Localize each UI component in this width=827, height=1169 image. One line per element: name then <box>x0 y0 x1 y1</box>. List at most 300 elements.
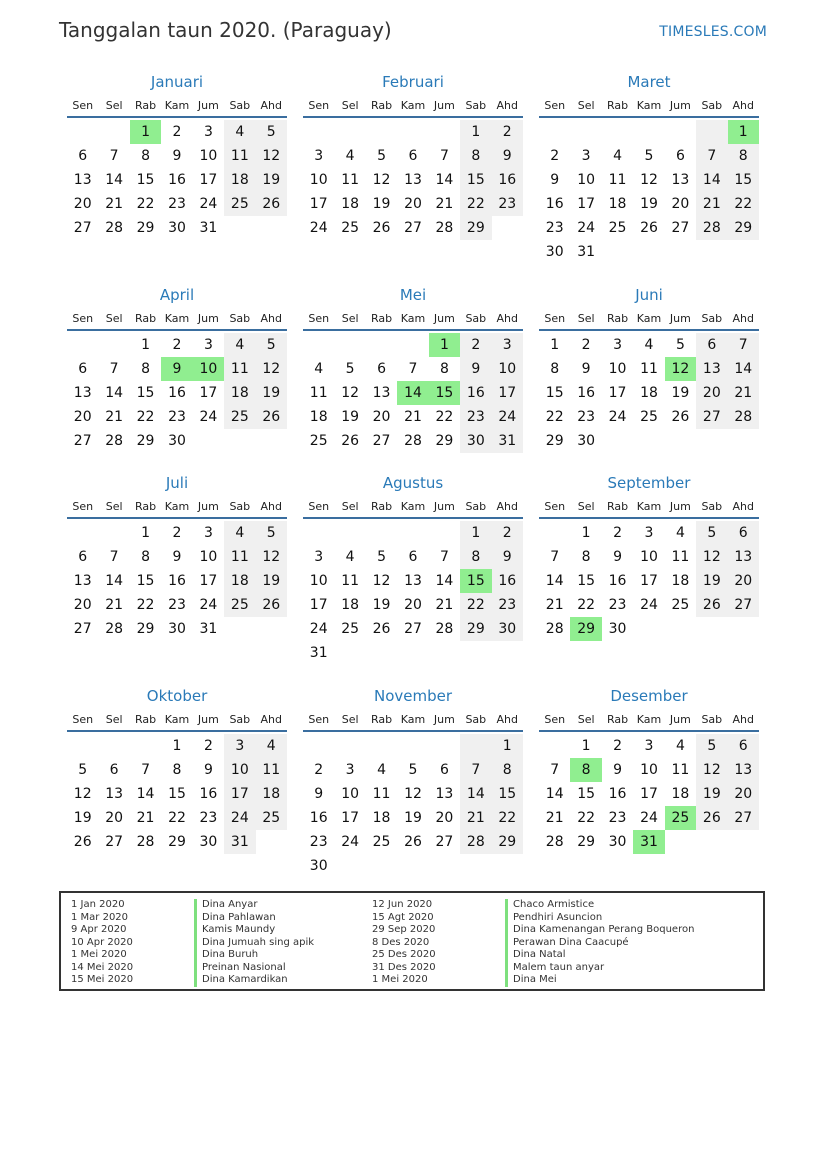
legend-entry: Dina Mei <box>505 974 694 987</box>
day-cell: 29 <box>577 834 596 850</box>
empty-cell <box>460 734 491 758</box>
day-cell: 13 <box>372 385 391 401</box>
day-cell: 21 <box>105 196 124 212</box>
month-name: Agustus <box>382 474 444 492</box>
day-cell: 4 <box>345 148 355 164</box>
day-cell: 8 <box>141 361 151 377</box>
day-cell: 25 <box>640 409 658 425</box>
weekday-label: Rab <box>370 98 393 112</box>
empty-cell <box>539 734 570 758</box>
day-cell: 24 <box>341 834 360 850</box>
day-cell: 16 <box>608 786 627 802</box>
month-name: November <box>373 687 453 705</box>
day-cell: 2 <box>613 525 623 541</box>
day-cell: 12 <box>640 172 658 188</box>
legend-entry: 10 Apr 2020 <box>71 936 133 948</box>
day-cell: 11 <box>341 573 360 589</box>
weekday-label: Sen <box>544 311 566 325</box>
day-cell: 3 <box>644 738 654 754</box>
day-cell: 29 <box>136 220 155 236</box>
day-cell: 3 <box>224 734 255 758</box>
day-cell: 13 <box>671 172 690 188</box>
day-cell: 30 <box>168 621 186 637</box>
day-cell: 14 <box>105 172 124 188</box>
legend-entry: Dina Kamenangan Perang Boqueron <box>505 924 694 937</box>
day-cell: 21 <box>136 810 155 826</box>
day-cell: 16 <box>168 385 186 401</box>
day-cell: 28 <box>545 834 564 850</box>
day-grid <box>303 521 523 665</box>
day-cell: 26 <box>640 220 658 236</box>
day-cell: 26 <box>256 192 287 216</box>
day-cell: 2 <box>203 738 213 754</box>
day-cell: 4 <box>224 333 255 357</box>
month-juni <box>539 285 759 453</box>
day-cell: 3 <box>203 525 213 541</box>
day-cell: 21 <box>404 409 422 425</box>
day-cell: 31 <box>309 645 328 661</box>
day-cell: 12 <box>696 545 727 569</box>
day-cell: 23 <box>309 834 328 850</box>
day-cell: 14 <box>435 172 454 188</box>
legend-left-names <box>194 899 314 987</box>
day-cell: 30 <box>577 433 596 449</box>
day-cell: 13 <box>73 573 92 589</box>
weekday-header <box>539 495 759 519</box>
day-cell: 3 <box>345 762 355 778</box>
day-cell: 18 <box>608 196 627 212</box>
day-cell: 12 <box>372 573 391 589</box>
day-cell: 19 <box>671 385 690 401</box>
day-cell: 5 <box>696 734 727 758</box>
day-cell: 21 <box>696 192 727 216</box>
day-cell: 14 <box>696 168 727 192</box>
weekday-label: Sen <box>72 98 94 112</box>
day-cell: 18 <box>671 573 690 589</box>
day-cell: 14 <box>545 573 564 589</box>
legend-entry: Dina Jumuah sing apik <box>194 937 314 950</box>
day-cell: 4 <box>314 361 324 377</box>
day-cell: 22 <box>136 597 155 613</box>
day-cell: 3 <box>492 333 523 357</box>
day-cell: 6 <box>78 148 88 164</box>
day-cell: 8 <box>570 758 601 782</box>
day-cell: 17 <box>309 597 328 613</box>
day-cell: 6 <box>675 148 685 164</box>
legend-entry: 9 Apr 2020 <box>71 924 127 935</box>
day-cell: 16 <box>608 573 627 589</box>
day-cell: 6 <box>439 762 449 778</box>
day-cell: 15 <box>728 168 759 192</box>
day-cell: 2 <box>460 333 491 357</box>
day-cell: 9 <box>172 549 182 565</box>
day-cell: 18 <box>256 782 287 806</box>
empty-cell <box>67 333 98 357</box>
legend-entry: Dina Anyar <box>194 899 314 912</box>
day-cell: 22 <box>492 806 523 830</box>
day-cell: 21 <box>728 381 759 405</box>
day-cell: 9 <box>613 762 623 778</box>
day-cell: 30 <box>309 858 328 874</box>
empty-cell <box>539 120 570 144</box>
empty-cell <box>696 120 727 144</box>
day-cell: 26 <box>73 834 92 850</box>
day-cell: 25 <box>341 621 360 637</box>
weekday-label: Sab <box>701 311 723 325</box>
weekday-label: Sab <box>701 712 723 726</box>
empty-cell <box>334 333 365 357</box>
day-cell: 27 <box>671 220 690 236</box>
day-cell: 19 <box>341 409 360 425</box>
empty-cell <box>429 120 460 144</box>
legend-entry: Kamis Maundy <box>194 924 314 937</box>
day-cell: 1 <box>172 738 182 754</box>
day-cell: 15 <box>492 782 523 806</box>
day-cell: 13 <box>73 385 92 401</box>
day-cell: 18 <box>640 385 658 401</box>
day-cell: 8 <box>172 762 182 778</box>
day-cell: 10 <box>640 549 658 565</box>
empty-cell <box>130 734 161 758</box>
day-cell: 11 <box>671 762 690 778</box>
day-grid <box>303 333 523 453</box>
day-grid <box>303 734 523 878</box>
day-cell: 22 <box>435 409 454 425</box>
day-cell: 16 <box>168 573 186 589</box>
weekday-label: Jum <box>669 499 691 513</box>
day-cell: 16 <box>492 569 523 593</box>
day-cell: 9 <box>581 361 591 377</box>
day-cell: 17 <box>608 385 627 401</box>
day-cell: 3 <box>203 337 213 353</box>
weekday-label: Sen <box>308 712 330 726</box>
month-name: Juli <box>165 474 189 492</box>
day-cell: 6 <box>728 734 759 758</box>
day-cell: 6 <box>728 521 759 545</box>
legend-entry: 12 Jun 2020 <box>372 899 433 910</box>
legend-entry: 1 Mei 2020 <box>71 949 127 960</box>
day-cell: 8 <box>460 144 491 168</box>
day-cell: 2 <box>581 337 591 353</box>
day-cell: 9 <box>460 357 491 381</box>
day-cell: 31 <box>633 830 664 854</box>
day-cell: 23 <box>545 220 564 236</box>
day-cell: 25 <box>224 192 255 216</box>
weekday-label: Sab <box>465 499 487 513</box>
weekday-header <box>303 708 523 732</box>
month-name: September <box>607 474 691 492</box>
weekday-label: Rab <box>134 712 157 726</box>
weekday-label: Ahd <box>732 98 754 112</box>
day-cell: 11 <box>671 549 690 565</box>
day-cell: 9 <box>550 172 560 188</box>
weekday-label: Sab <box>465 311 487 325</box>
day-cell: 1 <box>581 525 591 541</box>
month-oktober <box>67 686 287 854</box>
day-cell: 29 <box>570 617 601 641</box>
day-cell: 29 <box>136 621 155 637</box>
day-cell: 7 <box>439 549 449 565</box>
day-cell: 30 <box>545 244 564 260</box>
empty-cell <box>67 521 98 545</box>
day-cell: 6 <box>109 762 119 778</box>
day-cell: 28 <box>105 621 124 637</box>
day-cell: 19 <box>696 569 727 593</box>
day-cell: 24 <box>199 597 218 613</box>
weekday-label: Sel <box>105 499 123 513</box>
day-cell: 23 <box>168 409 186 425</box>
day-cell: 2 <box>613 738 623 754</box>
month-name: Desember <box>610 687 688 705</box>
legend-entry: 1 Jan 2020 <box>71 899 125 910</box>
weekday-label: Kam <box>164 499 190 513</box>
day-cell: 19 <box>696 782 727 806</box>
day-cell: 27 <box>73 220 92 236</box>
weekday-label: Sel <box>341 712 359 726</box>
day-cell: 20 <box>404 196 422 212</box>
day-cell: 28 <box>435 220 454 236</box>
month-november <box>303 686 523 878</box>
day-cell: 19 <box>372 196 391 212</box>
day-grid <box>539 521 759 641</box>
day-cell: 19 <box>640 196 658 212</box>
day-cell: 17 <box>199 172 218 188</box>
day-cell: 20 <box>696 381 727 405</box>
day-cell: 17 <box>640 786 658 802</box>
day-cell: 8 <box>492 758 523 782</box>
day-cell: 20 <box>671 196 690 212</box>
day-cell: 28 <box>105 433 124 449</box>
day-cell: 20 <box>435 810 454 826</box>
empty-cell <box>397 734 428 758</box>
day-cell: 7 <box>109 549 119 565</box>
weekday-label: Ahd <box>260 499 282 513</box>
day-cell: 27 <box>728 593 759 617</box>
day-cell: 10 <box>492 357 523 381</box>
day-cell: 3 <box>644 525 654 541</box>
day-cell: 7 <box>460 758 491 782</box>
day-cell: 26 <box>256 593 287 617</box>
day-cell: 22 <box>728 192 759 216</box>
day-cell: 11 <box>341 172 360 188</box>
day-cell: 7 <box>550 549 560 565</box>
day-cell: 14 <box>397 381 428 405</box>
day-cell: 3 <box>613 337 623 353</box>
legend-left-dates <box>71 899 133 987</box>
weekday-label: Jum <box>433 712 455 726</box>
day-cell: 12 <box>665 357 696 381</box>
weekday-header <box>67 94 287 118</box>
day-cell: 7 <box>696 144 727 168</box>
day-cell: 13 <box>728 758 759 782</box>
empty-cell <box>98 120 129 144</box>
weekday-label: Rab <box>370 499 393 513</box>
day-cell: 9 <box>161 357 192 381</box>
empty-cell <box>397 333 428 357</box>
day-cell: 25 <box>665 806 696 830</box>
empty-cell <box>67 120 98 144</box>
day-cell: 30 <box>168 433 186 449</box>
weekday-label: Sel <box>105 311 123 325</box>
weekday-label: Jum <box>669 311 691 325</box>
empty-cell <box>429 734 460 758</box>
month-januari <box>67 72 287 240</box>
weekday-label: Kam <box>636 311 662 325</box>
day-cell: 4 <box>377 762 387 778</box>
day-cell: 13 <box>404 573 422 589</box>
weekday-label: Rab <box>134 311 157 325</box>
legend-right-names <box>505 899 694 987</box>
weekday-label: Jum <box>433 311 455 325</box>
day-cell: 9 <box>314 786 324 802</box>
day-cell: 6 <box>408 549 418 565</box>
weekday-label: Ahd <box>496 499 518 513</box>
weekday-label: Jum <box>197 311 219 325</box>
day-cell: 12 <box>256 545 287 569</box>
day-cell: 23 <box>492 192 523 216</box>
day-cell: 27 <box>404 220 422 236</box>
weekday-label: Ahd <box>496 98 518 112</box>
weekday-label: Sab <box>229 311 251 325</box>
weekday-label: Kam <box>636 98 662 112</box>
weekday-label: Rab <box>606 499 629 513</box>
weekday-label: Sab <box>465 712 487 726</box>
day-cell: 30 <box>608 834 627 850</box>
weekday-header <box>67 307 287 331</box>
day-cell: 29 <box>492 830 523 854</box>
day-cell: 1 <box>581 738 591 754</box>
day-cell: 17 <box>309 196 328 212</box>
day-cell: 1 <box>460 120 491 144</box>
day-cell: 29 <box>460 617 491 641</box>
day-cell: 10 <box>577 172 596 188</box>
empty-cell <box>334 521 365 545</box>
weekday-label: Jum <box>669 712 691 726</box>
month-juli <box>67 473 287 641</box>
day-cell: 1 <box>728 120 759 144</box>
empty-cell <box>429 521 460 545</box>
weekday-label: Ahd <box>496 712 518 726</box>
day-cell: 14 <box>460 782 491 806</box>
empty-cell <box>665 120 696 144</box>
day-cell: 1 <box>460 521 491 545</box>
legend-entry: Preinan Nasional <box>194 962 314 975</box>
day-cell: 27 <box>696 405 727 429</box>
day-cell: 21 <box>545 597 564 613</box>
weekday-header <box>539 94 759 118</box>
day-cell: 26 <box>696 593 727 617</box>
empty-cell <box>397 521 428 545</box>
day-cell: 23 <box>608 597 627 613</box>
day-cell: 28 <box>728 405 759 429</box>
weekday-label: Kam <box>400 98 426 112</box>
day-cell: 16 <box>492 168 523 192</box>
empty-cell <box>303 734 334 758</box>
weekday-label: Sen <box>544 98 566 112</box>
day-cell: 6 <box>696 333 727 357</box>
day-cell: 6 <box>377 361 387 377</box>
empty-cell <box>633 120 664 144</box>
day-cell: 13 <box>696 357 727 381</box>
day-grid <box>539 734 759 854</box>
legend-entry: 14 Mei 2020 <box>71 961 134 973</box>
empty-cell <box>366 734 397 758</box>
day-cell: 19 <box>404 810 422 826</box>
weekday-label: Sel <box>577 311 595 325</box>
day-cell: 31 <box>492 429 523 453</box>
brand-link[interactable]: TIMESLES.COM <box>659 24 767 40</box>
day-cell: 24 <box>199 409 218 425</box>
weekday-label: Jum <box>197 98 219 112</box>
empty-cell <box>67 734 98 758</box>
day-cell: 31 <box>199 621 218 637</box>
day-cell: 19 <box>73 810 92 826</box>
day-cell: 11 <box>224 144 255 168</box>
weekday-label: Ahd <box>732 499 754 513</box>
day-grid <box>67 120 287 240</box>
day-cell: 2 <box>172 124 182 140</box>
day-cell: 18 <box>671 786 690 802</box>
day-grid <box>303 120 523 240</box>
day-cell: 27 <box>404 621 422 637</box>
day-cell: 14 <box>105 573 124 589</box>
day-cell: 10 <box>309 573 328 589</box>
day-cell: 10 <box>309 172 328 188</box>
day-cell: 30 <box>199 834 218 850</box>
day-cell: 22 <box>136 196 155 212</box>
weekday-label: Kam <box>400 712 426 726</box>
weekday-label: Sab <box>229 712 251 726</box>
day-cell: 25 <box>224 593 255 617</box>
day-cell: 18 <box>372 810 391 826</box>
day-cell: 5 <box>256 120 287 144</box>
empty-cell <box>397 120 428 144</box>
day-cell: 10 <box>199 549 218 565</box>
day-cell: 8 <box>728 144 759 168</box>
day-cell: 15 <box>429 381 460 405</box>
weekday-label: Ahd <box>260 98 282 112</box>
weekday-header <box>303 94 523 118</box>
day-cell: 25 <box>671 597 690 613</box>
day-cell: 13 <box>728 545 759 569</box>
day-cell: 14 <box>435 573 454 589</box>
weekday-label: Sel <box>577 499 595 513</box>
month-name: Juni <box>635 286 663 304</box>
day-cell: 28 <box>435 621 454 637</box>
day-cell: 16 <box>168 172 186 188</box>
day-cell: 24 <box>577 220 596 236</box>
month-name: Februari <box>382 73 444 91</box>
empty-cell <box>334 734 365 758</box>
holiday-legend <box>59 891 765 991</box>
day-cell: 29 <box>136 433 155 449</box>
day-cell: 10 <box>341 786 360 802</box>
day-cell: 20 <box>404 597 422 613</box>
day-cell: 19 <box>256 168 287 192</box>
weekday-header <box>67 708 287 732</box>
day-cell: 30 <box>460 429 491 453</box>
day-cell: 29 <box>435 433 454 449</box>
day-grid <box>67 521 287 641</box>
day-cell: 5 <box>377 148 387 164</box>
day-cell: 20 <box>73 597 92 613</box>
day-cell: 4 <box>675 525 685 541</box>
day-cell: 11 <box>309 385 328 401</box>
day-cell: 18 <box>341 597 360 613</box>
weekday-label: Jum <box>197 712 219 726</box>
day-cell: 8 <box>581 549 591 565</box>
weekday-label: Sen <box>308 98 330 112</box>
